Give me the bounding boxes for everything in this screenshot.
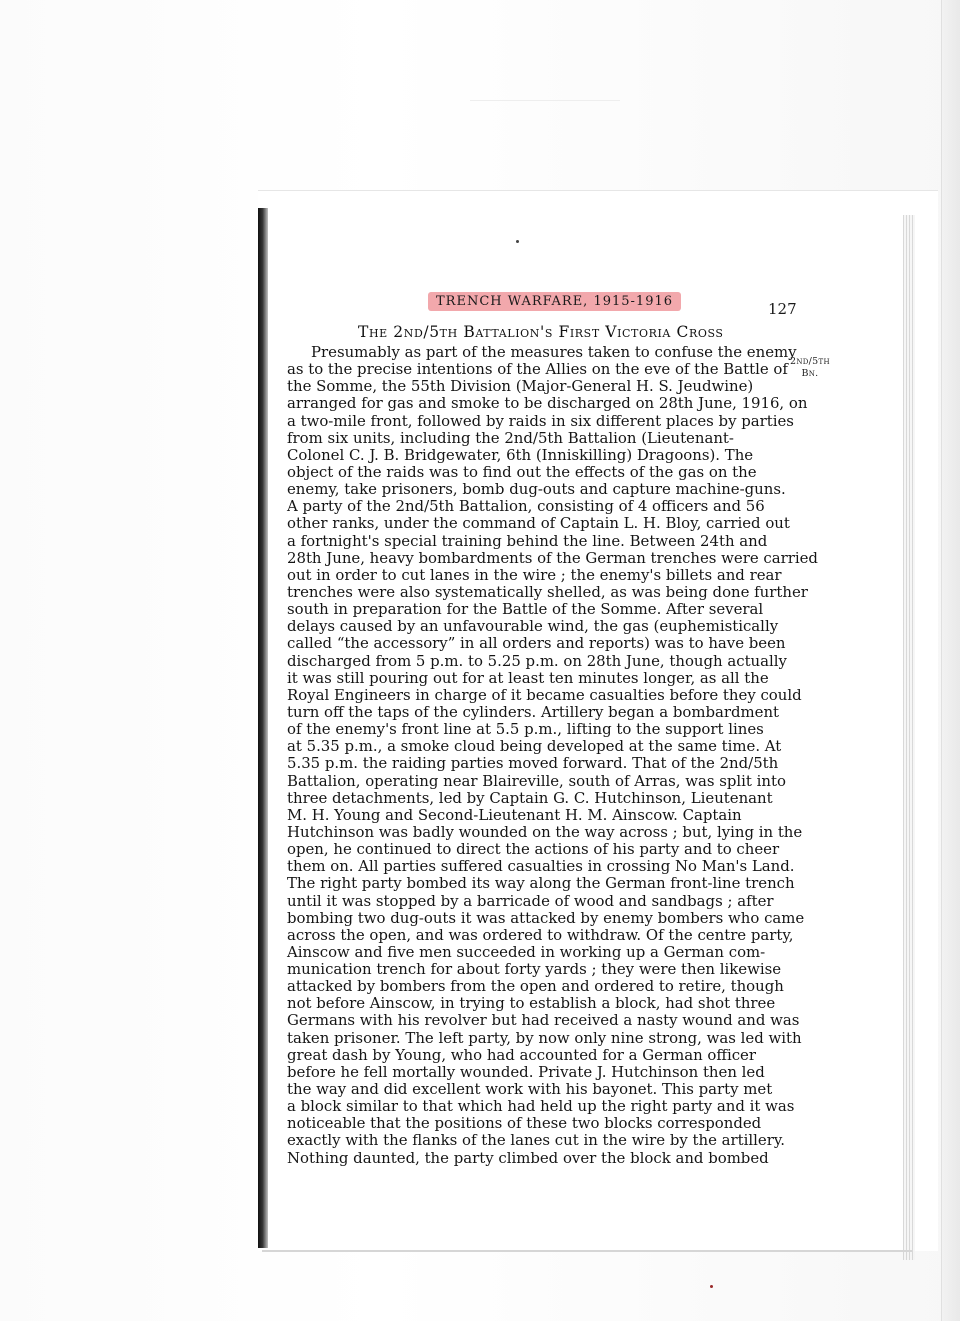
text-line: Germans with his revolver but had received a nasty wound and was [287, 1011, 800, 1030]
text-line: arranged for gas and smoke to be discharged on 28th June, 1916, on [287, 394, 808, 413]
text-line: them on. All parties suffered casualties in crossing No Man's Land. [287, 857, 795, 876]
text-line: exactly with the flanks of the lanes cut in the wire by the artillery. [287, 1131, 785, 1150]
text-line: three detachments, led by Captain G. C. Hutchinson, Lieutenant [287, 788, 773, 807]
text-line: Hutchinson was badly wounded on the way across ; but, lying in the [287, 822, 803, 841]
text-line: the Somme, the 55th Division (Major-General H. S. Jeudwine) [287, 377, 754, 396]
text-line: other ranks, under the command of Captain L. H. Bloy, carried out [287, 514, 790, 533]
text-line: as to the precise intentions of the Allies on the eve of the Battle of [287, 360, 788, 379]
text-line: south in preparation for the Battle of the Somme. After several [287, 600, 764, 619]
text-line: it was still pouring out for at least ten minutes longer, as all the [287, 668, 769, 687]
text-line: from six units, including the 2nd/5th Battalion (Lieutenant- [287, 428, 734, 447]
text-line: A party of the 2nd/5th Battalion, consisting of 4 officers and 56 [287, 497, 765, 516]
text-line: attacked by bombers from the open and ordered to retire, though [287, 977, 784, 996]
clipping-right-edge-lines [903, 215, 915, 1260]
text-line: object of the raids was to find out the effects of the gas on the [287, 462, 757, 481]
sleeve-right-edge [941, 0, 960, 1321]
side-note-line: Bn. [801, 368, 819, 379]
clipping-left-dark-edge [258, 208, 268, 1248]
text-line: until it was stopped by a barricade of wood and sandbags ; after [287, 891, 774, 910]
text-line: Battalion, operating near Blaireville, south of Arras, was split into [287, 771, 786, 790]
text-line: Ainscow and five men succeeded in working up a German com- [287, 942, 766, 961]
text-line: called “the accessory” in all orders and reports) was to have been [287, 634, 786, 653]
speck-mark [710, 1285, 713, 1288]
text-line: open, he continued to direct the actions of his party and to cheer [287, 840, 780, 859]
text-line: munication trench for about forty yards ; they were then likewise [287, 960, 782, 979]
text-line: bombing two dug-outs it was attacked by enemy bombers who came [287, 908, 805, 927]
text-line: of the enemy's front line at 5.5 p.m., lifting to the support lines [287, 720, 764, 739]
section-title: The 2nd/5th Battalion's First Victoria Cross [358, 323, 724, 341]
text-line: not before Ainscow, in trying to establish a block, had shot three [287, 994, 776, 1013]
text-line: noticeable that the positions of these two blocks corresponded [287, 1114, 762, 1133]
text-line: a two-mile front, followed by raids in six different places by parties [287, 411, 794, 430]
text-line: before he fell mortally wounded. Private J. Hutchinson then led [287, 1062, 765, 1081]
text-line: the way and did excellent work with his bayonet. This party met [287, 1080, 773, 1099]
text-line: Nothing daunted, the party climbed over the block and bombed [287, 1148, 769, 1167]
text-line: trenches were also systematically shelled, as was being done further [287, 582, 808, 601]
text-line: The right party bombed its way along the German front-line trench [287, 874, 795, 893]
text-line: Royal Engineers in charge of it became casualties before they could [287, 685, 802, 704]
page-number: 127 [768, 300, 797, 318]
side-note-line: 2nd/5th [790, 356, 830, 367]
text-line: a fortnight's special training behind the line. Between 24th and [287, 531, 768, 550]
text-line: 5.35 p.m. the raiding parties moved forward. That of the 2nd/5th [287, 754, 779, 773]
text-line: Colonel C. J. B. Bridgewater, 6th (Inniskilling) Dragoons). The [287, 445, 754, 464]
text-line: out in order to cut lanes in the wire ; the enemy's billets and rear [287, 565, 782, 584]
text-line: at 5.35 p.m., a smoke cloud being developed at the same time. At [287, 737, 782, 756]
speck-mark [516, 240, 519, 243]
text-line: delays caused by an unfavourable wind, the gas (euphemistically [287, 617, 779, 636]
running-head-highlighted: TRENCH WARFARE, 1915-1916 [428, 292, 681, 311]
text-line: M. H. Young and Second-Lieutenant H. M. Ainscow. Captain [287, 805, 742, 824]
text-line: across the open, and was ordered to withdraw. Of the centre party, [287, 925, 794, 944]
faint-show-through-line [470, 100, 620, 101]
clipping-bottom-edge [262, 1250, 912, 1252]
text-line: taken prisoner. The left party, by now only nine strong, was led with [287, 1028, 802, 1047]
text-line: great dash by Young, who had accounted for a German officer [287, 1045, 756, 1064]
text-line: Presumably as part of the measures taken to confuse the enemy [311, 343, 797, 361]
text-line: turn off the taps of the cylinders. Artillery began a bombardment [287, 702, 780, 721]
text-line: a block similar to that which had held up the right party and it was [287, 1097, 795, 1116]
text-line: discharged from 5 p.m. to 5.25 p.m. on 28th June, though actually [287, 651, 787, 670]
text-line: enemy, take prisoners, bomb dug-outs and capture machine-guns. [287, 480, 786, 499]
text-line: 28th June, heavy bombardments of the German trenches were carried [287, 548, 818, 567]
